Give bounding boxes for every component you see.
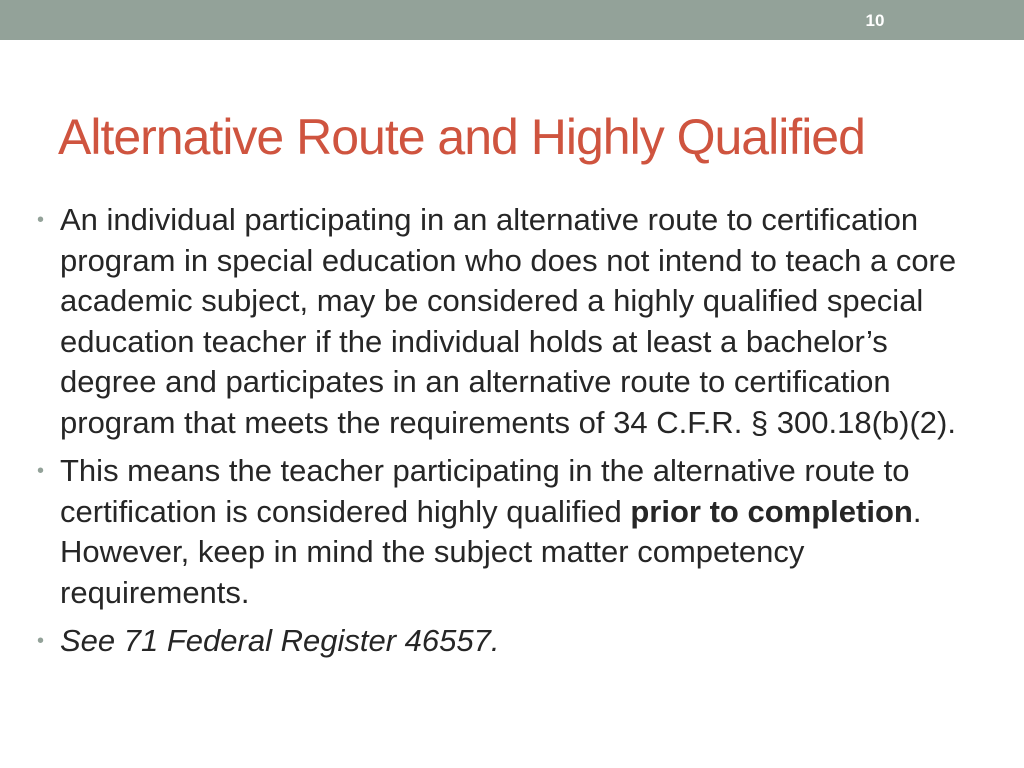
bold-text-prior-to: prior to: [630, 493, 739, 529]
bullet-text-after: . However, keep in mind the subject matter competency requirements.: [60, 493, 922, 610]
bullet-dot-icon: •: [37, 209, 45, 231]
space: [739, 494, 748, 529]
top-accent-bar: [0, 0, 1024, 40]
bullet-dot-icon: •: [37, 460, 45, 482]
bullet-list: [36, 200, 986, 670]
bullet-text: An individual participating in an alternative route to certification program in special education who does not intend to teach a core academic subject, may be considered a highly qualified special education teacher if the individual holds at least a bachelor’s degree and participates in an alternative route to certification program that meets the requirements of 34 C.F.R. § 300.18(b)(2).: [60, 202, 957, 440]
bullet-item-alternative-route: [36, 200, 986, 443]
bullet-text: [60, 453, 921, 610]
slide-number: 10: [865, 11, 885, 30]
bullet-item-prior-to-completion: [36, 451, 986, 613]
bullet-dot-icon: •: [37, 630, 45, 652]
slide-title: Alternative Route and Highly Qualified: [58, 109, 865, 165]
bold-text-completion: completion: [747, 493, 913, 529]
bullet-item-federal-register: [36, 621, 986, 662]
citation-text: See 71 Federal Register 46557.: [60, 623, 500, 658]
bullet-text-before: This means the teacher participating in the alternative route to certification is considered highly qualified: [60, 453, 910, 529]
